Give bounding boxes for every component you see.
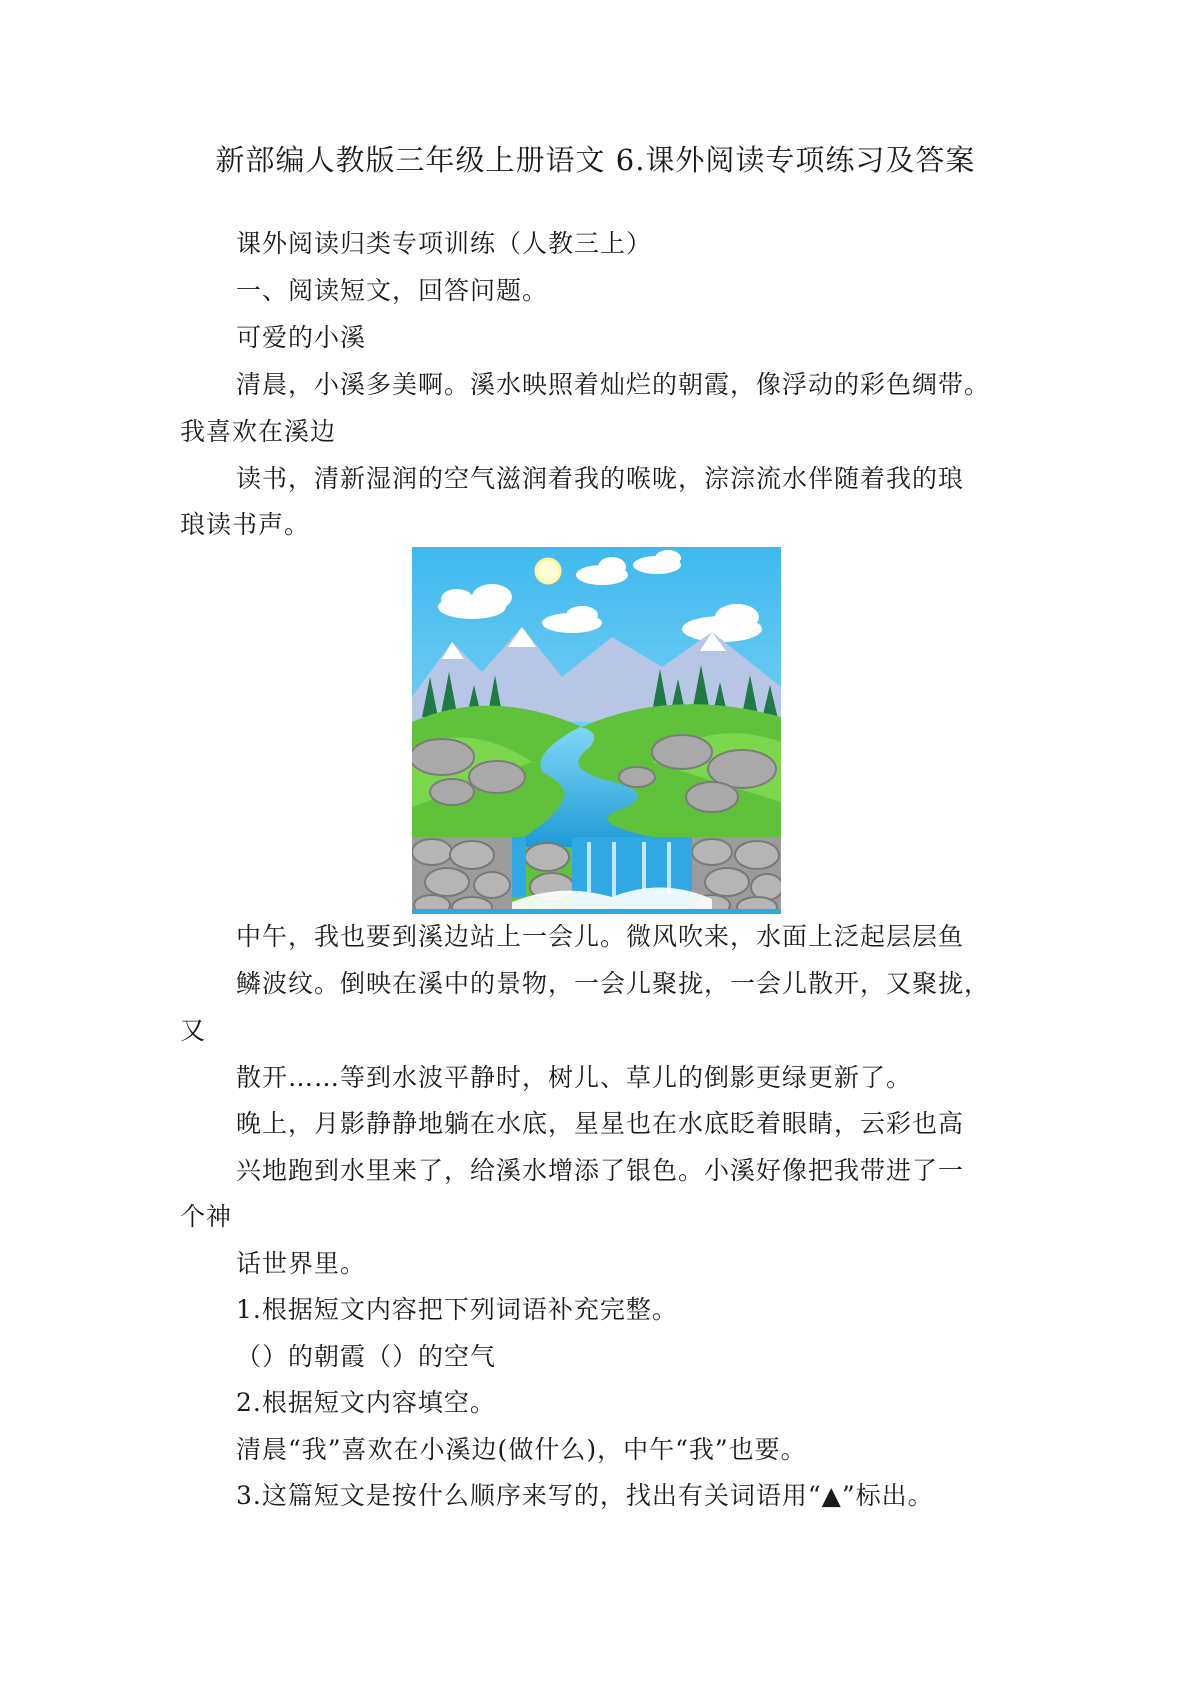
question-3: 3.这篇短文是按什么顺序来写的，找出有关词语用“▲”标出。 [236,1481,934,1510]
paragraph-line: 琅读书声。 [180,510,311,539]
page-title: 新部编人教版三年级上册语文 6.课外阅读专项练习及答案 [215,143,976,177]
paragraph-line: 兴地跑到水里来了，给溪水增添了银色。小溪好像把我带进了一 [236,1156,965,1185]
section-heading: 一、阅读短文，回答问题。 [236,276,549,305]
paragraph-line: 话世界里。 [236,1249,367,1278]
paragraph-line: 读书，清新湿润的空气滋润着我的喉咙，淙淙流水伴随着我的琅 [236,464,965,493]
paragraph-line: 清晨，小溪多美啊。溪水映照着灿烂的朝霞，像浮动的彩色绸带。 [236,370,991,399]
question-2: 2.根据短文内容填空。 [236,1388,496,1417]
paragraph-line: 我喜欢在溪边 [180,417,337,446]
paragraph-line: 鳞波纹。倒映在溪中的景物，一会儿聚拢，一会儿散开，又聚拢， [236,969,991,998]
stream-illustration [412,547,781,914]
question-2-text: 清晨“我”喜欢在小溪边(做什么)，中午“我”也要。 [236,1435,807,1464]
question-1: 1.根据短文内容把下列词语补充完整。 [236,1295,678,1324]
paragraph-line: 散开……等到水波平静时，树儿、草儿的倒影更绿更新了。 [236,1063,913,1092]
paragraph-line: 又 [180,1016,207,1045]
subtitle: 课外阅读归类专项训练（人教三上） [236,229,653,258]
passage-title: 可爱的小溪 [236,323,367,352]
paragraph-line: 晚上，月影静静地躺在水底，星星也在水底眨着眼睛，云彩也高 [236,1109,965,1138]
question-1-blanks: （）的朝霞（）的空气 [236,1342,497,1371]
paragraph-line: 中午，我也要到溪边站上一会儿。微风吹来，水面上泛起层层鱼 [236,922,965,951]
paragraph-line: 个神 [180,1202,233,1231]
sun-icon [536,559,560,583]
